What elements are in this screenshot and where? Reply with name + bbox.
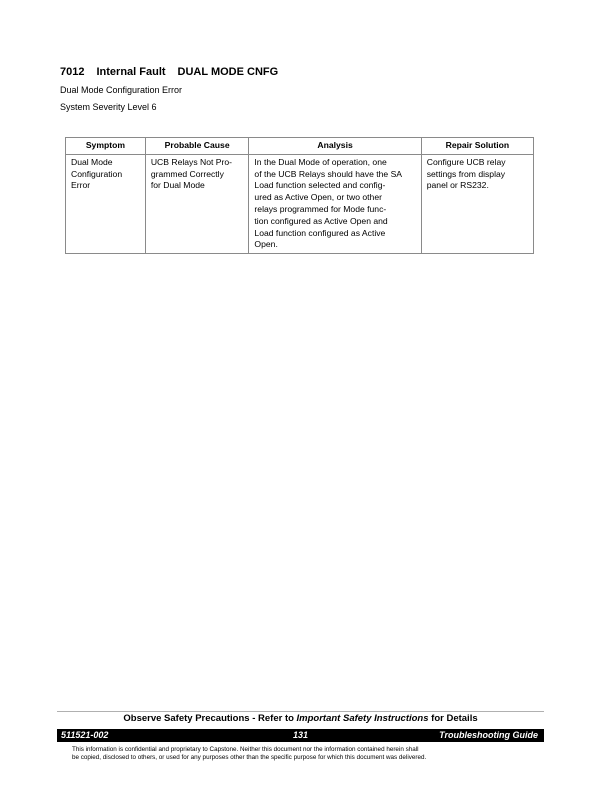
table-row — [66, 154, 534, 253]
column-header-symptom: Symptom — [66, 138, 146, 155]
column-header-cause: Probable Cause — [145, 138, 249, 155]
fault-description: Dual Mode Configuration Error — [60, 85, 183, 95]
fault-name: DUAL MODE CNFG — [177, 66, 279, 78]
fault-table — [65, 137, 534, 254]
cell-line: Load function selected and config- — [254, 180, 386, 191]
fault-heading — [60, 66, 290, 78]
cell-repair — [421, 154, 533, 253]
confidentiality-line: This information is confidential and proprietary to Capstone. Neither this document nor the information contained herein shall — [72, 746, 419, 753]
cell-line: Configuration — [71, 168, 123, 179]
cell-line: ured as Active Open, or two other — [254, 192, 382, 203]
cell-line: grammed Correctly — [150, 168, 224, 179]
cell-line: UCB Relays Not Pro- — [150, 156, 233, 167]
severity-level: System Severity Level 6 — [60, 102, 157, 112]
cell-line: Load function configured as Active — [254, 227, 386, 238]
cell-line: panel or RS232. — [426, 180, 489, 191]
footer-bar — [57, 729, 544, 742]
cell-line: Open. — [254, 239, 278, 250]
safety-text-emphasis: Important Safety Instructions — [296, 713, 429, 724]
safety-text-pre: Observe Safety Precautions - Refer to — [123, 713, 297, 724]
cell-line: Configure UCB relay — [426, 156, 506, 167]
cell-cause — [145, 154, 249, 253]
cell-line: settings from display — [426, 168, 506, 179]
cell-line: relays programmed for Mode func- — [254, 203, 387, 214]
cell-line: Error — [71, 180, 91, 191]
safety-notice — [57, 713, 544, 724]
safety-text-post: for Details — [428, 713, 478, 724]
document-number: 511521-002 — [61, 730, 109, 740]
fault-code: 7012 — [60, 66, 85, 78]
confidentiality-line: be copied, disclosed to others, or used for any purposes other than the specific purpose for which this document was delivered. — [72, 754, 427, 761]
column-header-repair: Repair Solution — [421, 138, 533, 155]
cell-line: for Dual Mode — [150, 180, 205, 191]
cell-analysis — [249, 154, 421, 253]
column-header-analysis: Analysis — [249, 138, 421, 155]
cell-line: of the UCB Relays should have the SA — [254, 168, 403, 179]
confidentiality-notice — [72, 746, 532, 762]
fault-type: Internal Fault — [96, 66, 166, 78]
cell-line: tion configured as Active Open and — [254, 215, 388, 226]
page-number: 131 — [292, 730, 309, 740]
cell-line: In the Dual Mode of operation, one — [254, 156, 387, 167]
guide-title: Troubleshooting Guide — [439, 730, 538, 740]
table-header-row — [66, 138, 534, 155]
cell-symptom — [66, 154, 146, 253]
cell-line: Dual Mode — [71, 156, 113, 167]
footer-divider — [57, 711, 544, 712]
